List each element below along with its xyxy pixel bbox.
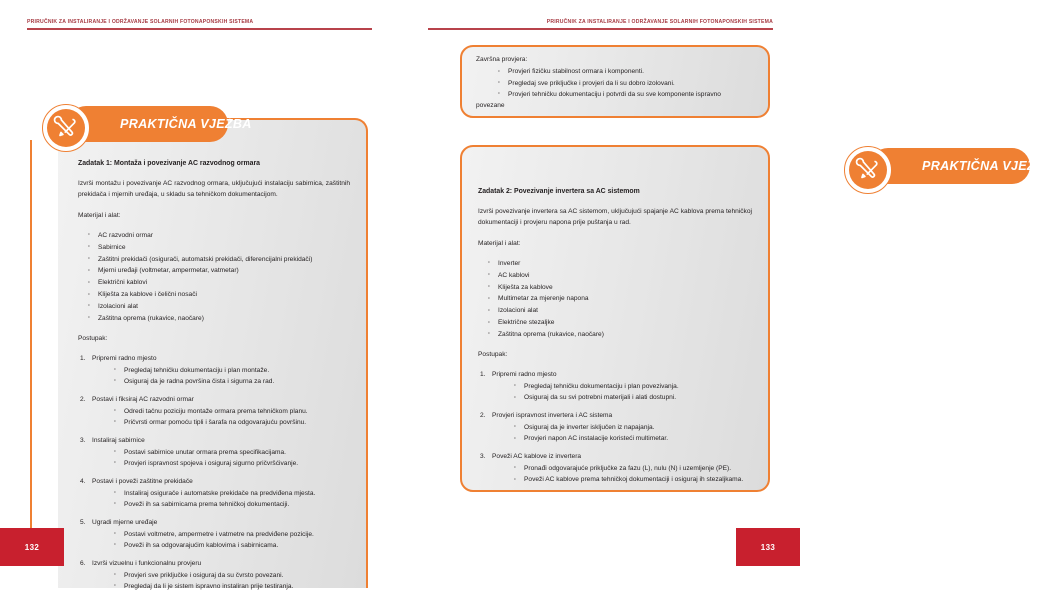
practical-exercise-label-right: PRAKTIČNA VJEŽBA xyxy=(922,159,1054,173)
step-heading xyxy=(80,517,350,528)
procedure-step xyxy=(478,410,752,444)
step-title: Pripremi radno mjesto xyxy=(92,355,157,363)
step-title: Pripremi radno mjesto xyxy=(492,371,557,379)
step-number: 3. xyxy=(480,453,486,461)
list-item: · Električni kablovi xyxy=(92,277,350,288)
procedure-label-left: Postupak: xyxy=(78,334,108,342)
page-number-left: 132 xyxy=(0,528,64,566)
list-item: · Pričvrsti ormar pomoću tipli i šarafa na odgovarajuću površinu. xyxy=(118,417,350,428)
list-item: · Osiguraj da je inverter isključen iz napajanja. xyxy=(518,422,752,433)
materials-label-right: Materijal i alat: xyxy=(478,239,521,247)
step-substeps xyxy=(478,463,752,486)
list-item: · Pregledaj sve priključke i provjeri da li su dobro izolovani. xyxy=(502,78,764,89)
step-substeps xyxy=(478,381,752,404)
materials-list-left xyxy=(78,230,350,324)
orange-spine-left xyxy=(30,140,32,566)
list-item: · AC razvodni ormar xyxy=(92,230,350,241)
list-item: · Mjerni uređaji (voltmetar, ampermetar, vatmetar) xyxy=(92,265,350,276)
list-item: · Multimetar za mjerenje napona xyxy=(492,293,752,304)
final-check-label: Završna provjera: xyxy=(476,56,528,63)
step-substeps xyxy=(478,422,752,445)
running-header-left: PRIRUČNIK ZA INSTALIRANJE I ODRŽAVANJE SOLARNIH FOTONAPONSKIH SISTEMA xyxy=(27,19,254,25)
list-item: · Provjeri napon AC instalacije koristeći multimetar. xyxy=(518,433,752,444)
procedure-step xyxy=(478,451,752,485)
step-substeps xyxy=(78,529,350,552)
materials-label-left: Materijal i alat: xyxy=(78,211,121,219)
step-title: Poveži AC kablove iz invertera xyxy=(492,453,582,461)
task-intro-right: Izvrši povezivanje invertera sa AC sistemom, uključujući spajanje AC kablova prema tehničkoj dokumentaciji i provjeru napona prije puštanja u rad. xyxy=(478,207,752,227)
practical-exercise-pill-left xyxy=(68,106,252,142)
step-title: Izvrši vizuelnu i funkcionalnu provjeru xyxy=(92,560,202,568)
procedure-step xyxy=(78,476,350,510)
step-substeps xyxy=(78,570,350,593)
exercise-body-right xyxy=(478,186,752,492)
list-item: · Odredi tačnu poziciju montaže ormara prema tehničkom planu. xyxy=(118,406,350,417)
list-item: · Zaštitni prekidači (osigurači, automatski prekidači, diferencijalni prekidači) xyxy=(92,254,350,265)
procedure-step xyxy=(78,558,350,592)
list-item: · AC kablovi xyxy=(492,270,752,281)
procedure-step xyxy=(78,394,350,428)
list-item: · Poveži ih sa odgovarajućim kablovima i sabirnicama. xyxy=(118,540,350,551)
step-heading xyxy=(80,435,350,446)
list-item: · Inverter xyxy=(492,258,752,269)
step-number: 5. xyxy=(80,519,86,527)
page-number-right: 133 xyxy=(736,528,800,566)
running-header-rule-left xyxy=(27,28,372,30)
procedure-list-left xyxy=(78,353,350,592)
procedure-step xyxy=(78,517,350,551)
list-item: · Kliješta za kablove xyxy=(492,282,752,293)
list-item: · Električne stezaljke xyxy=(492,317,752,328)
step-title: Ugradi mjerne uređaje xyxy=(92,519,158,527)
badge-circle-left xyxy=(42,104,90,152)
list-item: · Pregledaj tehničku dokumentaciju i plan povezivanja. xyxy=(518,381,752,392)
list-item: · Postavi sabirnice unutar ormara prema specifikacijama. xyxy=(118,447,350,458)
exercise-body-left xyxy=(78,158,350,599)
list-item: · Izolacioni alat xyxy=(92,301,350,312)
procedure-step xyxy=(78,435,350,469)
list-item: · Provjeri fizičku stabilnost ormara i komponenti. xyxy=(502,66,764,77)
list-item: · Pronađi odgovarajuće priključke za fazu (L), nulu (N) i uzemljenje (PE). xyxy=(518,463,752,474)
step-substeps xyxy=(78,365,350,388)
step-title: Postavi i poveži zaštitne prekidače xyxy=(92,478,193,486)
badge-circle-right xyxy=(844,146,892,194)
step-heading xyxy=(80,558,350,569)
step-number: 2. xyxy=(80,396,86,404)
procedure-label-right: Postupak: xyxy=(478,351,508,359)
final-check-list xyxy=(476,66,764,100)
running-header-rule-right xyxy=(428,28,773,30)
list-item: · Osiguraj da je radna površina čista i sigurna za rad. xyxy=(118,376,350,387)
list-item: · Provjeri tehničku dokumentaciju i potvrdi da su sve komponente ispravno xyxy=(502,89,764,100)
list-item: · Izolacioni alat xyxy=(492,305,752,316)
step-title: Provjeri ispravnost invertera i AC sistema xyxy=(492,412,613,420)
materials-list-right xyxy=(478,258,752,340)
list-item: · Poveži AC kablove prema tehničkoj dokumentaciji i osiguraj ih stezaljkama. xyxy=(518,474,752,485)
final-check-body xyxy=(476,54,764,112)
task-title-left: Zadatak 1: Montaža i povezivanje AC razvodnog ormara xyxy=(78,160,261,167)
list-item: · Pregledaj da li je sistem ispravno instaliran prije testiranja. xyxy=(118,581,350,592)
step-heading xyxy=(480,410,752,421)
step-number: 1. xyxy=(480,371,486,379)
list-item: · Kliješta za kablove i čelični nosači xyxy=(92,289,350,300)
procedure-step xyxy=(478,369,752,403)
step-number: 6. xyxy=(80,560,86,568)
task-title-right: Zadatak 2: Povezivanje invertera sa AC sistemom xyxy=(478,188,640,195)
list-item: · Provjeri sve priključke i osiguraj da su čvrsto povezani. xyxy=(118,570,350,581)
list-item: · Sabirnice xyxy=(92,242,350,253)
step-heading xyxy=(80,476,350,487)
step-substeps xyxy=(78,406,350,429)
list-item: · Pregledaj tehničku dokumentaciju i plan montaže. xyxy=(118,365,350,376)
practical-exercise-pill-right xyxy=(870,148,1054,184)
list-item: · Zaštitna oprema (rukavice, naočare) xyxy=(492,329,752,340)
step-number: 1. xyxy=(80,355,86,363)
list-item: · Osiguraj da su svi potrebni materijali i alati dostupni. xyxy=(518,392,752,403)
step-title: Postavi i fiksiraj AC razvodni ormar xyxy=(92,396,194,404)
running-header-right: PRIRUČNIK ZA INSTALIRANJE I ODRŽAVANJE SOLARNIH FOTONAPONSKIH SISTEMA xyxy=(546,19,773,25)
step-substeps xyxy=(78,488,350,511)
step-heading xyxy=(480,369,752,380)
task-intro-left: Izvrši montažu i povezivanje AC razvodnog ormara, uključujući instalaciju sabirnica, zaštitnih prekidača i mjernih uređaja, u skladu sa tehničkom dokumentacijom. xyxy=(78,179,350,199)
list-item: · Provjeri ispravnost spojeva i osiguraj sigurno pričvršćivanje. xyxy=(118,458,350,469)
list-item: · Instaliraj osigurače i automatske prekidače na predviđena mjesta. xyxy=(118,488,350,499)
list-item: · Zaštitna oprema (rukavice, naočare) xyxy=(92,313,350,324)
step-number: 3. xyxy=(80,437,86,445)
step-heading xyxy=(80,394,350,405)
step-number: 4. xyxy=(80,478,86,486)
page-right xyxy=(400,0,1054,566)
step-number: 2. xyxy=(480,412,486,420)
step-title: Instaliraj sabirnice xyxy=(92,437,145,445)
wrench-screwdriver-icon xyxy=(849,151,887,189)
final-check-tail: povezane xyxy=(476,102,505,110)
wrench-screwdriver-icon xyxy=(47,109,85,147)
list-item: · Poveži ih sa sabirnicama prema tehničkoj dokumentaciji. xyxy=(118,499,350,510)
procedure-list-right xyxy=(478,369,752,485)
practical-exercise-label-left: PRAKTIČNA VJEŽBA xyxy=(120,117,252,131)
procedure-step xyxy=(78,353,350,387)
step-heading xyxy=(480,451,752,462)
step-substeps xyxy=(78,447,350,470)
page-left xyxy=(0,0,400,590)
step-heading xyxy=(80,353,350,364)
list-item: · Postavi voltmetre, ampermetre i vatmetre na predviđene pozicije. xyxy=(118,529,350,540)
